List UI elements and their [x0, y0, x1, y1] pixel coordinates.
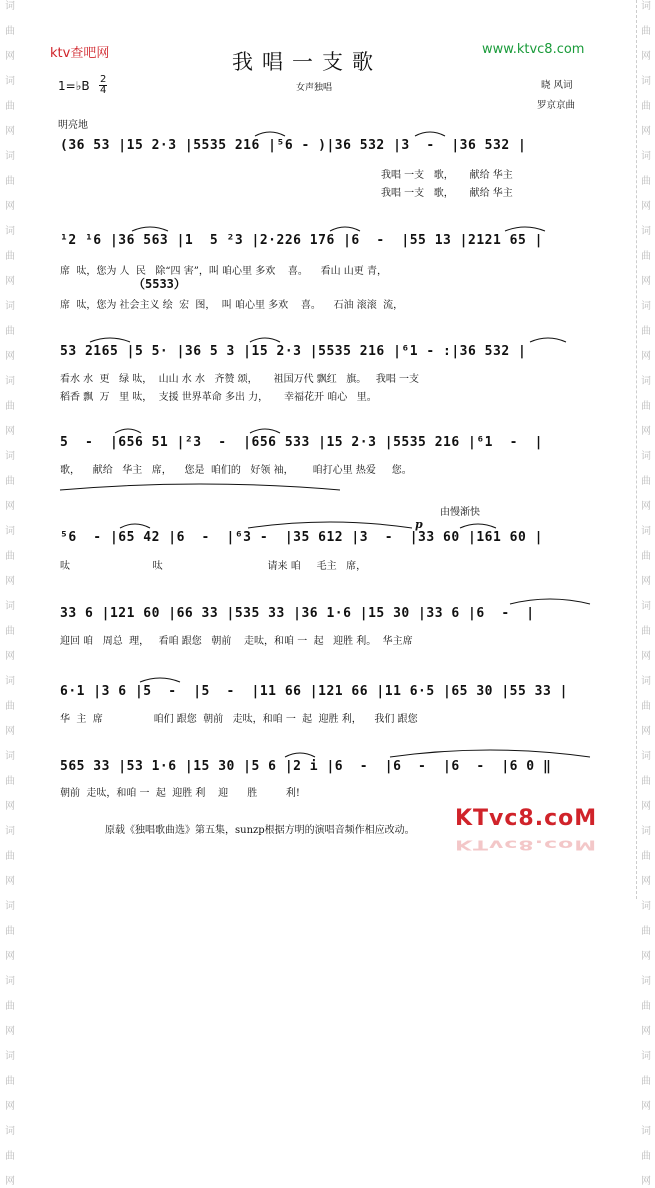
side-watermark-char: 词: [5, 451, 15, 462]
dynamic-marking: p: [415, 518, 423, 531]
side-watermark-char: 曲: [641, 626, 651, 637]
side-watermark-char: 词: [641, 1051, 651, 1062]
side-watermark-char: 网: [641, 426, 651, 437]
side-watermark-char: 网: [5, 1101, 15, 1112]
side-watermark-char: 词: [641, 601, 651, 612]
side-watermark-char: 词: [5, 751, 15, 762]
side-watermark-char: 网: [5, 126, 15, 137]
side-watermark-char: 词: [5, 901, 15, 912]
side-watermark-char: 网: [641, 1101, 651, 1112]
tie-arc: [330, 227, 360, 231]
side-watermark-char: 曲: [641, 476, 651, 487]
side-watermark-char: 词: [5, 601, 15, 612]
side-watermark-char: 词: [641, 226, 651, 237]
tie-arc: [140, 678, 180, 682]
side-watermark-char: 曲: [5, 326, 15, 337]
lyrics-line-7: 华 主 席 咱们 跟您 朝前 走呔，和咱 一 起 迎胜 利， 我们 跟您: [60, 714, 418, 725]
side-watermark-char: 网: [641, 351, 651, 362]
side-watermark-char: 网: [641, 1176, 651, 1187]
side-watermark-char: 网: [641, 876, 651, 887]
side-watermark-char: 曲: [5, 251, 15, 262]
accelerando-marking: 由慢渐快: [440, 507, 480, 518]
side-watermark-char: 网: [5, 951, 15, 962]
side-watermark-char: 网: [641, 726, 651, 737]
lyrics-line-5: 呔 呔 请来 咱 毛主 席，: [60, 561, 367, 572]
side-watermark-char: 词: [5, 151, 15, 162]
side-watermark-char: 词: [5, 526, 15, 537]
side-watermark-char: 曲: [5, 476, 15, 487]
lyrics-line-3a: 看水 水 更 绿 呔， 山山 水 水 齐赞 颂， 祖国万代 飘红 旗。 我唱 一支: [60, 374, 420, 385]
tie-arc: [250, 429, 280, 433]
side-watermark-char: 曲: [641, 926, 651, 937]
performer-type: 女声独唱: [296, 83, 333, 93]
meter-top: 2: [100, 74, 107, 85]
side-watermark-char: 曲: [5, 776, 15, 787]
side-watermark-char: 曲: [641, 1151, 651, 1162]
tie-arc: [120, 524, 150, 528]
side-watermark-char: 网: [5, 501, 15, 512]
side-watermark-char: 词: [5, 301, 15, 312]
lyrics-line-8: 朝前 走呔，和咱 一 起 迎胜 利 迎 胜 利!: [60, 788, 300, 799]
source-footnote: 原载《独唱歌曲选》第五集，sunzp根据方明的演唱音频作相应改动。: [105, 825, 415, 836]
side-watermark-char: 曲: [5, 551, 15, 562]
side-watermark-char: 词: [641, 676, 651, 687]
side-watermark-char: 曲: [5, 1076, 15, 1087]
ktvc8-logo-reflection: KTvc8.coM: [455, 837, 598, 852]
side-watermark-char: 网: [5, 876, 15, 887]
side-watermark-char: 网: [641, 51, 651, 62]
long-slur: [248, 522, 412, 528]
side-watermark-char: 曲: [5, 926, 15, 937]
tie-arc: [255, 132, 285, 136]
side-watermark-char: 词: [641, 751, 651, 762]
side-watermark-char: 词: [641, 901, 651, 912]
tie-arc: [285, 753, 315, 757]
side-watermark-char: 词: [641, 826, 651, 837]
tie-arc: [415, 132, 445, 136]
tie-arc: [460, 524, 496, 528]
side-watermark-char: 词: [641, 526, 651, 537]
side-watermark-char: 曲: [641, 551, 651, 562]
side-watermark-char: 曲: [5, 626, 15, 637]
lyrics-line-3b: 稻香 飘 万 里 呔， 支援 世界革命 多出 力， 幸福花开 咱心 里。: [60, 392, 377, 403]
side-watermark-char: 网: [641, 276, 651, 287]
side-watermark-char: 曲: [5, 176, 15, 187]
side-watermark-char: 词: [641, 1126, 651, 1137]
tempo-marking: 明亮地: [58, 120, 88, 131]
alternate-notes: （5533）: [133, 277, 186, 291]
notation-line-6: 33 6 |121 60 |66 33 |535 33 |36 1·6 |15 30 |33 6 |6 - |: [60, 606, 535, 621]
side-watermark-char: 曲: [641, 851, 651, 862]
side-watermark-char: 网: [5, 201, 15, 212]
tie-arc: [115, 429, 141, 433]
side-watermark-char: 网: [5, 276, 15, 287]
meter-bottom: 4: [100, 85, 107, 96]
side-watermark-char: 网: [5, 1176, 15, 1187]
lyricist: 晓 风词: [541, 80, 573, 91]
tie-arc: [132, 227, 168, 231]
lyrics-line-4: 歌， 献给 华主 席， 您是 咱们的 好领 袖， 咱打心里 热爱 您。: [60, 465, 412, 476]
side-watermark-char: 曲: [5, 26, 15, 37]
side-watermark-char: 曲: [641, 26, 651, 37]
side-watermark-char: 词: [5, 376, 15, 387]
side-watermark-char: 网: [641, 801, 651, 812]
side-watermark-char: 曲: [5, 851, 15, 862]
side-watermark-char: 网: [641, 1026, 651, 1037]
tie-arc: [510, 599, 590, 604]
lyrics-line-1a: 我唱 一支 歌， 献给 华主: [381, 170, 513, 181]
side-watermark-char: 网: [5, 51, 15, 62]
side-watermark-char: 词: [641, 376, 651, 387]
tie-arc: [90, 338, 130, 342]
composer: 罗京京曲: [537, 100, 576, 111]
side-watermark-char: 网: [641, 501, 651, 512]
side-watermark-char: 网: [5, 576, 15, 587]
side-watermark-char: 网: [5, 351, 15, 362]
side-watermark-char: 词: [5, 1126, 15, 1137]
site-watermark-left[interactable]: ktv查吧网: [50, 46, 110, 61]
side-watermark-char: 词: [5, 826, 15, 837]
side-watermark-char: 网: [5, 1026, 15, 1037]
tie-arc: [505, 227, 545, 231]
side-watermark-char: 曲: [641, 101, 651, 112]
side-watermark-char: 网: [5, 426, 15, 437]
side-watermark-char: 网: [5, 726, 15, 737]
notation-line-2: ¹2 ¹6 |36 563 |1 5 ²3 |2·226 176 |6 - |55 13 |2121 65 |: [60, 233, 543, 248]
side-watermark-char: 曲: [641, 401, 651, 412]
long-slur: [60, 484, 340, 490]
lyrics-line-1b: 我唱 一支 歌， 献给 华主: [381, 188, 513, 199]
side-watermark-char: 网: [641, 201, 651, 212]
side-watermark-char: 词: [5, 676, 15, 687]
side-watermark-char: 词: [5, 976, 15, 987]
side-watermark-char: 词: [5, 226, 15, 237]
side-watermark-char: 曲: [641, 701, 651, 712]
long-slur: [390, 750, 590, 757]
side-watermark-char: 词: [641, 1, 651, 12]
side-watermark-char: 网: [5, 801, 15, 812]
side-watermark-char: 词: [641, 76, 651, 87]
side-watermark-char: 网: [641, 126, 651, 137]
side-watermark-char: 词: [5, 1051, 15, 1062]
side-watermark-char: 曲: [641, 326, 651, 337]
tie-arc: [250, 338, 280, 342]
key-signature: 1=♭B: [58, 79, 90, 93]
side-watermark-char: 网: [641, 951, 651, 962]
side-watermark-char: 曲: [5, 101, 15, 112]
side-watermark-char: 词: [5, 1, 15, 12]
side-watermark-char: 网: [5, 651, 15, 662]
tie-arc: [530, 338, 566, 342]
side-watermark-char: 网: [641, 576, 651, 587]
side-watermark-char: 词: [641, 301, 651, 312]
side-watermark-char: 词: [641, 451, 651, 462]
lyrics-line-2b: 席 呔，您为 社会主义 绘 宏 图， 叫 咱心里 多欢 喜。 石油 滚滚 流，: [60, 300, 404, 311]
notation-line-7: 6·1 |3 6 |5 - |5 - |11 66 |121 66 |11 6·5 |65 30 |55 33 |: [60, 684, 568, 699]
side-watermark-char: 曲: [641, 1001, 651, 1012]
lyrics-line-6: 迎回 咱 周总 理， 看咱 跟您 朝前 走呔，和咱 一 起 迎胜 利。 华主席: [60, 636, 413, 647]
side-watermark-char: 曲: [5, 1151, 15, 1162]
side-watermark-char: 词: [641, 976, 651, 987]
notation-line-4: 5 - |656 51 |²3 - |656 533 |15 2·3 |5535 216 |⁶1 - |: [60, 435, 543, 450]
ktvc8-logo[interactable]: KTvc8.coM: [455, 806, 598, 831]
notation-line-1: (36 53 |15 2·3 |5535 216 |⁵6 - )|36 532 |3 - |36 532 |: [60, 138, 527, 153]
side-watermark-char: 词: [5, 76, 15, 87]
notation-line-3: 53 2165 |5 5· |36 5 3 |15 2·3 |5535 216 |⁶1 - :|36 532 |: [60, 344, 527, 359]
side-watermark-char: 曲: [641, 776, 651, 787]
side-watermark-char: 网: [641, 651, 651, 662]
side-watermark-char: 曲: [5, 701, 15, 712]
song-title: 我唱一支歌: [232, 50, 382, 74]
site-watermark-right[interactable]: www.ktvc8.com: [482, 42, 585, 57]
notation-line-5: ⁵6 - |65 42 |6 - |⁶3 - |35 612 |3 - |33 60 |161 60 |: [60, 530, 543, 545]
side-watermark-char: 曲: [641, 1076, 651, 1087]
lyrics-line-2a: 席 呔，您为 人 民 除“四 害”，叫 咱心里 多欢 喜。 看山 山更 青，: [60, 266, 387, 277]
notation-line-8: 565 33 |53 1·6 |15 30 |5 6 |2 i |6 - |6 - |6 - |6 0 ‖: [60, 759, 552, 774]
side-watermark-char: 曲: [5, 1001, 15, 1012]
side-watermark-char: 曲: [641, 251, 651, 262]
side-watermark-char: 词: [641, 151, 651, 162]
side-watermark-char: 曲: [641, 176, 651, 187]
side-watermark-char: 曲: [5, 401, 15, 412]
